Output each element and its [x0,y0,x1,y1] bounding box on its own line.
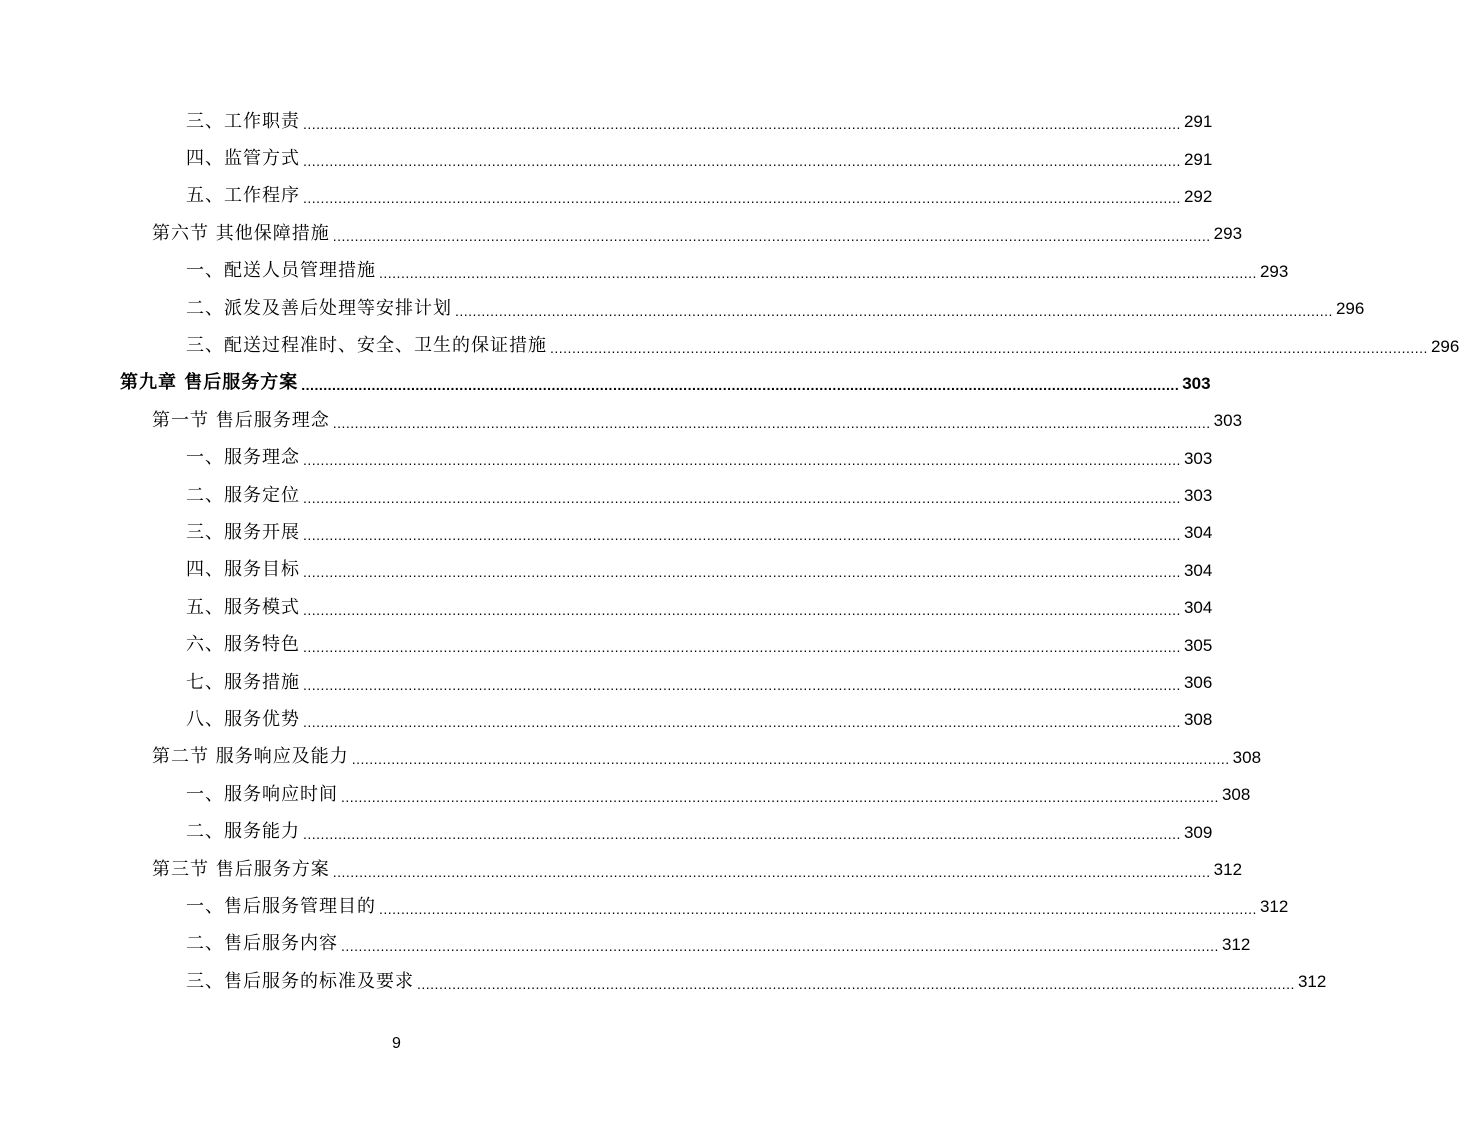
toc-entry-page: 296 [1430,336,1459,356]
toc-entry-item[interactable] [0,626,1213,663]
toc-entry-title: 二、派发及善后处理等安排计划 [186,297,452,319]
toc-entry-title: 六、服务特色 [186,634,300,656]
dot-leader: ........................................................................................................................................................................................................ [303,564,1181,581]
table-of-contents [0,103,1459,1000]
toc-entry-title: 二、服务能力 [186,821,300,843]
toc-entry-title: 三、售后服务的标准及要求 [186,970,414,992]
page-number: 9 [392,1035,401,1052]
dot-leader: ........................................................................................................................................................................................................ [303,713,1181,730]
dot-leader: ........................................................................................................................................................................................................ [332,863,1211,880]
toc-entry-title: 第九章 售后服务方案 [120,372,299,394]
toc-entry-title: 七、服务措施 [186,671,300,693]
toc-entry-title: 三、配送过程准时、安全、卫生的保证措施 [186,335,547,357]
toc-entry-item[interactable] [0,178,1213,215]
toc-entry-title: 第三节 售后服务方案 [152,858,330,880]
toc-entry-item[interactable] [0,477,1213,514]
dot-leader: ........................................................................................................................................................................................................ [455,302,1333,319]
toc-entry-page: 296 [1335,299,1365,319]
dot-leader: ........................................................................................................................................................................................................ [379,900,1257,917]
toc-entry-item[interactable] [0,552,1213,589]
dot-leader: ........................................................................................................................................................................................................ [417,975,1295,992]
toc-entry-title: 五、服务模式 [186,596,300,618]
dot-leader: ........................................................................................................................................................................................................ [303,115,1181,132]
dot-leader: ........................................................................................................................................................................................................ [303,826,1181,843]
toc-entry-item[interactable] [0,664,1213,701]
toc-entry-page: 291 [1183,149,1213,169]
toc-entry-title: 二、售后服务内容 [186,933,338,955]
toc-entry-page: 303 [1213,411,1243,431]
dot-leader: ........................................................................................................................................................................................................ [379,265,1257,282]
dot-leader: ........................................................................................................................................................................................................ [351,751,1230,768]
toc-entry-title: 一、配送人员管理措施 [186,260,376,282]
toc-entry-page: 293 [1259,261,1289,281]
dot-leader: ........................................................................................................................................................................................................ [303,190,1181,207]
toc-entry-item[interactable] [0,926,1251,963]
toc-entry-section[interactable] [0,215,1243,252]
toc-entry-section[interactable] [0,402,1243,439]
toc-entry-page: 303 [1182,373,1211,393]
dot-leader: ........................................................................................................................................................................................................ [303,601,1181,618]
dot-leader: ........................................................................................................................................................................................................ [550,340,1428,357]
toc-entry-chapter[interactable] [0,365,1211,402]
toc-entry-title: 第一节 售后服务理念 [152,409,330,431]
toc-entry-title: 四、监管方式 [186,148,300,170]
toc-entry-title: 三、工作职责 [186,110,300,132]
toc-entry-title: 一、服务理念 [186,447,300,469]
dot-leader: ........................................................................................................................................................................................................ [301,377,1180,394]
toc-entry-item[interactable] [0,813,1213,850]
dot-leader: ........................................................................................................................................................................................................ [332,414,1211,431]
toc-entry-title: 三、服务开展 [186,521,300,543]
toc-entry-page: 306 [1183,673,1213,693]
toc-entry-item[interactable] [0,776,1251,813]
toc-entry-title: 一、售后服务管理目的 [186,895,376,917]
toc-entry-page: 309 [1183,822,1213,842]
toc-entry-title: 四、服务目标 [186,559,300,581]
toc-entry-item[interactable] [0,103,1213,140]
toc-entry-item[interactable] [0,888,1289,925]
toc-entry-section[interactable] [0,739,1262,776]
toc-entry-title: 二、服务定位 [186,484,300,506]
toc-entry-item[interactable] [0,589,1213,626]
dot-leader: ........................................................................................................................................................................................................ [303,526,1181,543]
dot-leader: ........................................................................................................................................................................................................ [303,452,1181,469]
toc-entry-item[interactable] [0,290,1365,327]
toc-entry-item[interactable] [0,140,1213,177]
toc-entry-title: 五、工作程序 [186,185,300,207]
toc-entry-page: 292 [1183,186,1213,206]
toc-entry-page: 304 [1183,523,1213,543]
toc-entry-page: 293 [1213,224,1243,244]
dot-leader: ........................................................................................................................................................................................................ [303,153,1181,170]
toc-entry-page: 291 [1183,112,1213,132]
toc-entry-title: 第二节 服务响应及能力 [152,746,349,768]
toc-entry-title: 八、服务优势 [186,708,300,730]
dot-leader: ........................................................................................................................................................................................................ [341,938,1219,955]
toc-entry-item[interactable] [0,327,1459,364]
toc-entry-page: 312 [1297,972,1327,992]
toc-entry-page: 303 [1183,448,1213,468]
toc-entry-title: 一、服务响应时间 [186,783,338,805]
toc-entry-page: 308 [1183,710,1213,730]
dot-leader: ........................................................................................................................................................................................................ [332,227,1211,244]
toc-entry-page: 303 [1183,486,1213,506]
dot-leader: ........................................................................................................................................................................................................ [303,676,1181,693]
toc-entry-page: 305 [1183,635,1213,655]
toc-entry-section[interactable] [0,851,1243,888]
toc-entry-page: 308 [1232,747,1262,767]
dot-leader: ........................................................................................................................................................................................................ [303,639,1181,656]
toc-entry-item[interactable] [0,963,1327,1000]
toc-entry-item[interactable] [0,440,1213,477]
toc-entry-page: 312 [1221,934,1251,954]
toc-entry-item[interactable] [0,253,1289,290]
toc-entry-item[interactable] [0,514,1213,551]
toc-entry-page: 304 [1183,598,1213,618]
dot-leader: ........................................................................................................................................................................................................ [303,489,1181,506]
toc-entry-title: 第六节 其他保障措施 [152,222,330,244]
dot-leader: ........................................................................................................................................................................................................ [341,788,1219,805]
toc-entry-item[interactable] [0,701,1213,738]
toc-entry-page: 308 [1221,785,1251,805]
toc-entry-page: 312 [1259,897,1289,917]
toc-entry-page: 312 [1213,860,1243,879]
toc-entry-page: 304 [1183,560,1213,580]
